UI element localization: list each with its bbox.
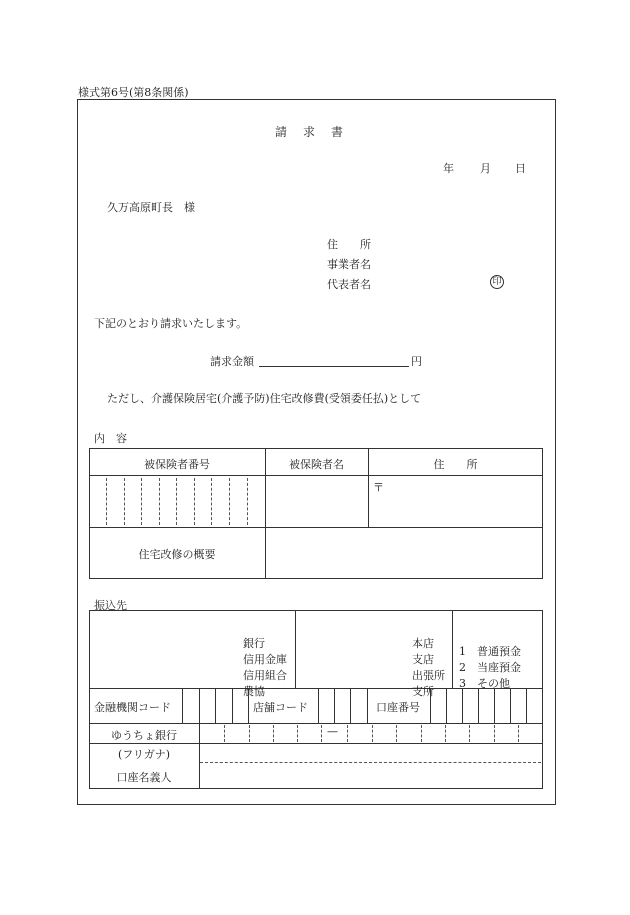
transfer-label: 振込先 (94, 599, 127, 612)
digit-separator (194, 478, 195, 525)
yucho-digit-separator (273, 725, 274, 742)
yucho-label: ゆうちょ銀行 (111, 729, 177, 742)
addressee: 久万高原町長 様 (107, 201, 195, 214)
header-address: 住 所 (433, 458, 478, 471)
digit-separator (106, 478, 107, 525)
yucho-digit-separator (518, 725, 519, 742)
code-box-line (334, 688, 335, 723)
code-box-line (494, 688, 495, 723)
bank-type-shinkin: 信用金庫 (243, 653, 287, 666)
label-col-divider (199, 688, 200, 789)
proviso: ただし、介護保険居宅(介護予防)住宅改修費(受領委任払)として (107, 392, 422, 405)
yucho-dash: — (327, 725, 338, 738)
account-holder-label: 口座名義人 (116, 771, 172, 784)
code-box-line (510, 688, 511, 723)
yucho-digit-separator (372, 725, 373, 742)
account-type-current: 2 当座預金 (459, 661, 521, 674)
code-box-line (248, 688, 249, 723)
applicant-representative-label: 代表者名 (327, 278, 371, 291)
transfer-divider-3 (89, 743, 543, 744)
yucho-digit-separator (347, 725, 348, 742)
header-insured-name: 被保険者名 (289, 458, 344, 471)
date-year: 年 (443, 162, 454, 175)
form-title: 請 求 書 (275, 125, 346, 139)
amount-label: 請求金額 (210, 355, 254, 368)
yucho-digit-separator (249, 725, 250, 742)
digit-separator (176, 478, 177, 525)
seal-mark: 印 (490, 275, 504, 289)
digit-separator (247, 478, 248, 525)
branch-type-office: 出張所 (412, 669, 445, 682)
code-box-line (367, 688, 368, 723)
account-number-label: 口座番号 (376, 701, 420, 714)
code-box-line (462, 688, 463, 723)
branch-col-divider (452, 610, 453, 688)
date-month: 月 (480, 162, 491, 175)
bank-col-divider (295, 610, 296, 688)
bank-type-shinkumi: 信用組合 (243, 669, 287, 682)
code-box-line (478, 688, 479, 723)
furigana-dashed-line (200, 762, 541, 763)
content-row-divider (89, 527, 543, 528)
account-type-ordinary: 1 普通預金 (459, 645, 521, 658)
date-day: 日 (515, 162, 526, 175)
branch-code-label: 店舗コード (253, 701, 308, 714)
content-header-divider (89, 475, 543, 476)
overview-label: 住宅改修の概要 (138, 548, 216, 561)
yucho-digit-separator (321, 725, 322, 742)
request-statement: 下記のとおり請求いたします。 (94, 317, 248, 330)
code-box-line (350, 688, 351, 723)
code-box-line (318, 688, 319, 723)
amount-unit: 円 (411, 355, 422, 368)
digit-separator (229, 478, 230, 525)
digit-separator (211, 478, 212, 525)
code-box-line (215, 688, 216, 723)
branch-type-branch: 支店 (412, 653, 434, 666)
amount-underline (259, 366, 409, 367)
code-box-line (526, 688, 527, 723)
code-box-line (446, 688, 447, 723)
branch-type-main: 本店 (412, 637, 434, 650)
yucho-digit-separator (469, 725, 470, 742)
content-label: 内 容 (94, 432, 127, 445)
code-box-line (182, 688, 183, 723)
yucho-digit-separator (494, 725, 495, 742)
applicant-address-label: 住 所 (327, 238, 371, 251)
digit-separator (124, 478, 125, 525)
header-insured-number: 被保険者番号 (144, 458, 210, 471)
applicant-business-label: 事業者名 (327, 258, 371, 271)
digit-separator (159, 478, 160, 525)
yucho-digit-separator (421, 725, 422, 742)
institution-code-label: 金融機関コード (94, 701, 171, 714)
bank-type-bank: 銀行 (243, 637, 265, 650)
account-type-other: 3 その他 (459, 677, 510, 690)
code-box-line (430, 688, 431, 723)
yucho-digit-separator (224, 725, 225, 742)
yucho-digit-separator (396, 725, 397, 742)
furigana-label: (フリガナ) (117, 748, 171, 761)
yucho-digit-separator (445, 725, 446, 742)
branch-type-sub: 支所 (412, 685, 434, 698)
yucho-digit-separator (297, 725, 298, 742)
postal-mark: 〒 (373, 481, 384, 494)
digit-separator (141, 478, 142, 525)
code-box-line (232, 688, 233, 723)
transfer-divider-2 (89, 723, 543, 724)
bank-type-nokyo: 農協 (243, 685, 265, 698)
form-number: 様式第6号(第8条関係) (78, 86, 189, 99)
